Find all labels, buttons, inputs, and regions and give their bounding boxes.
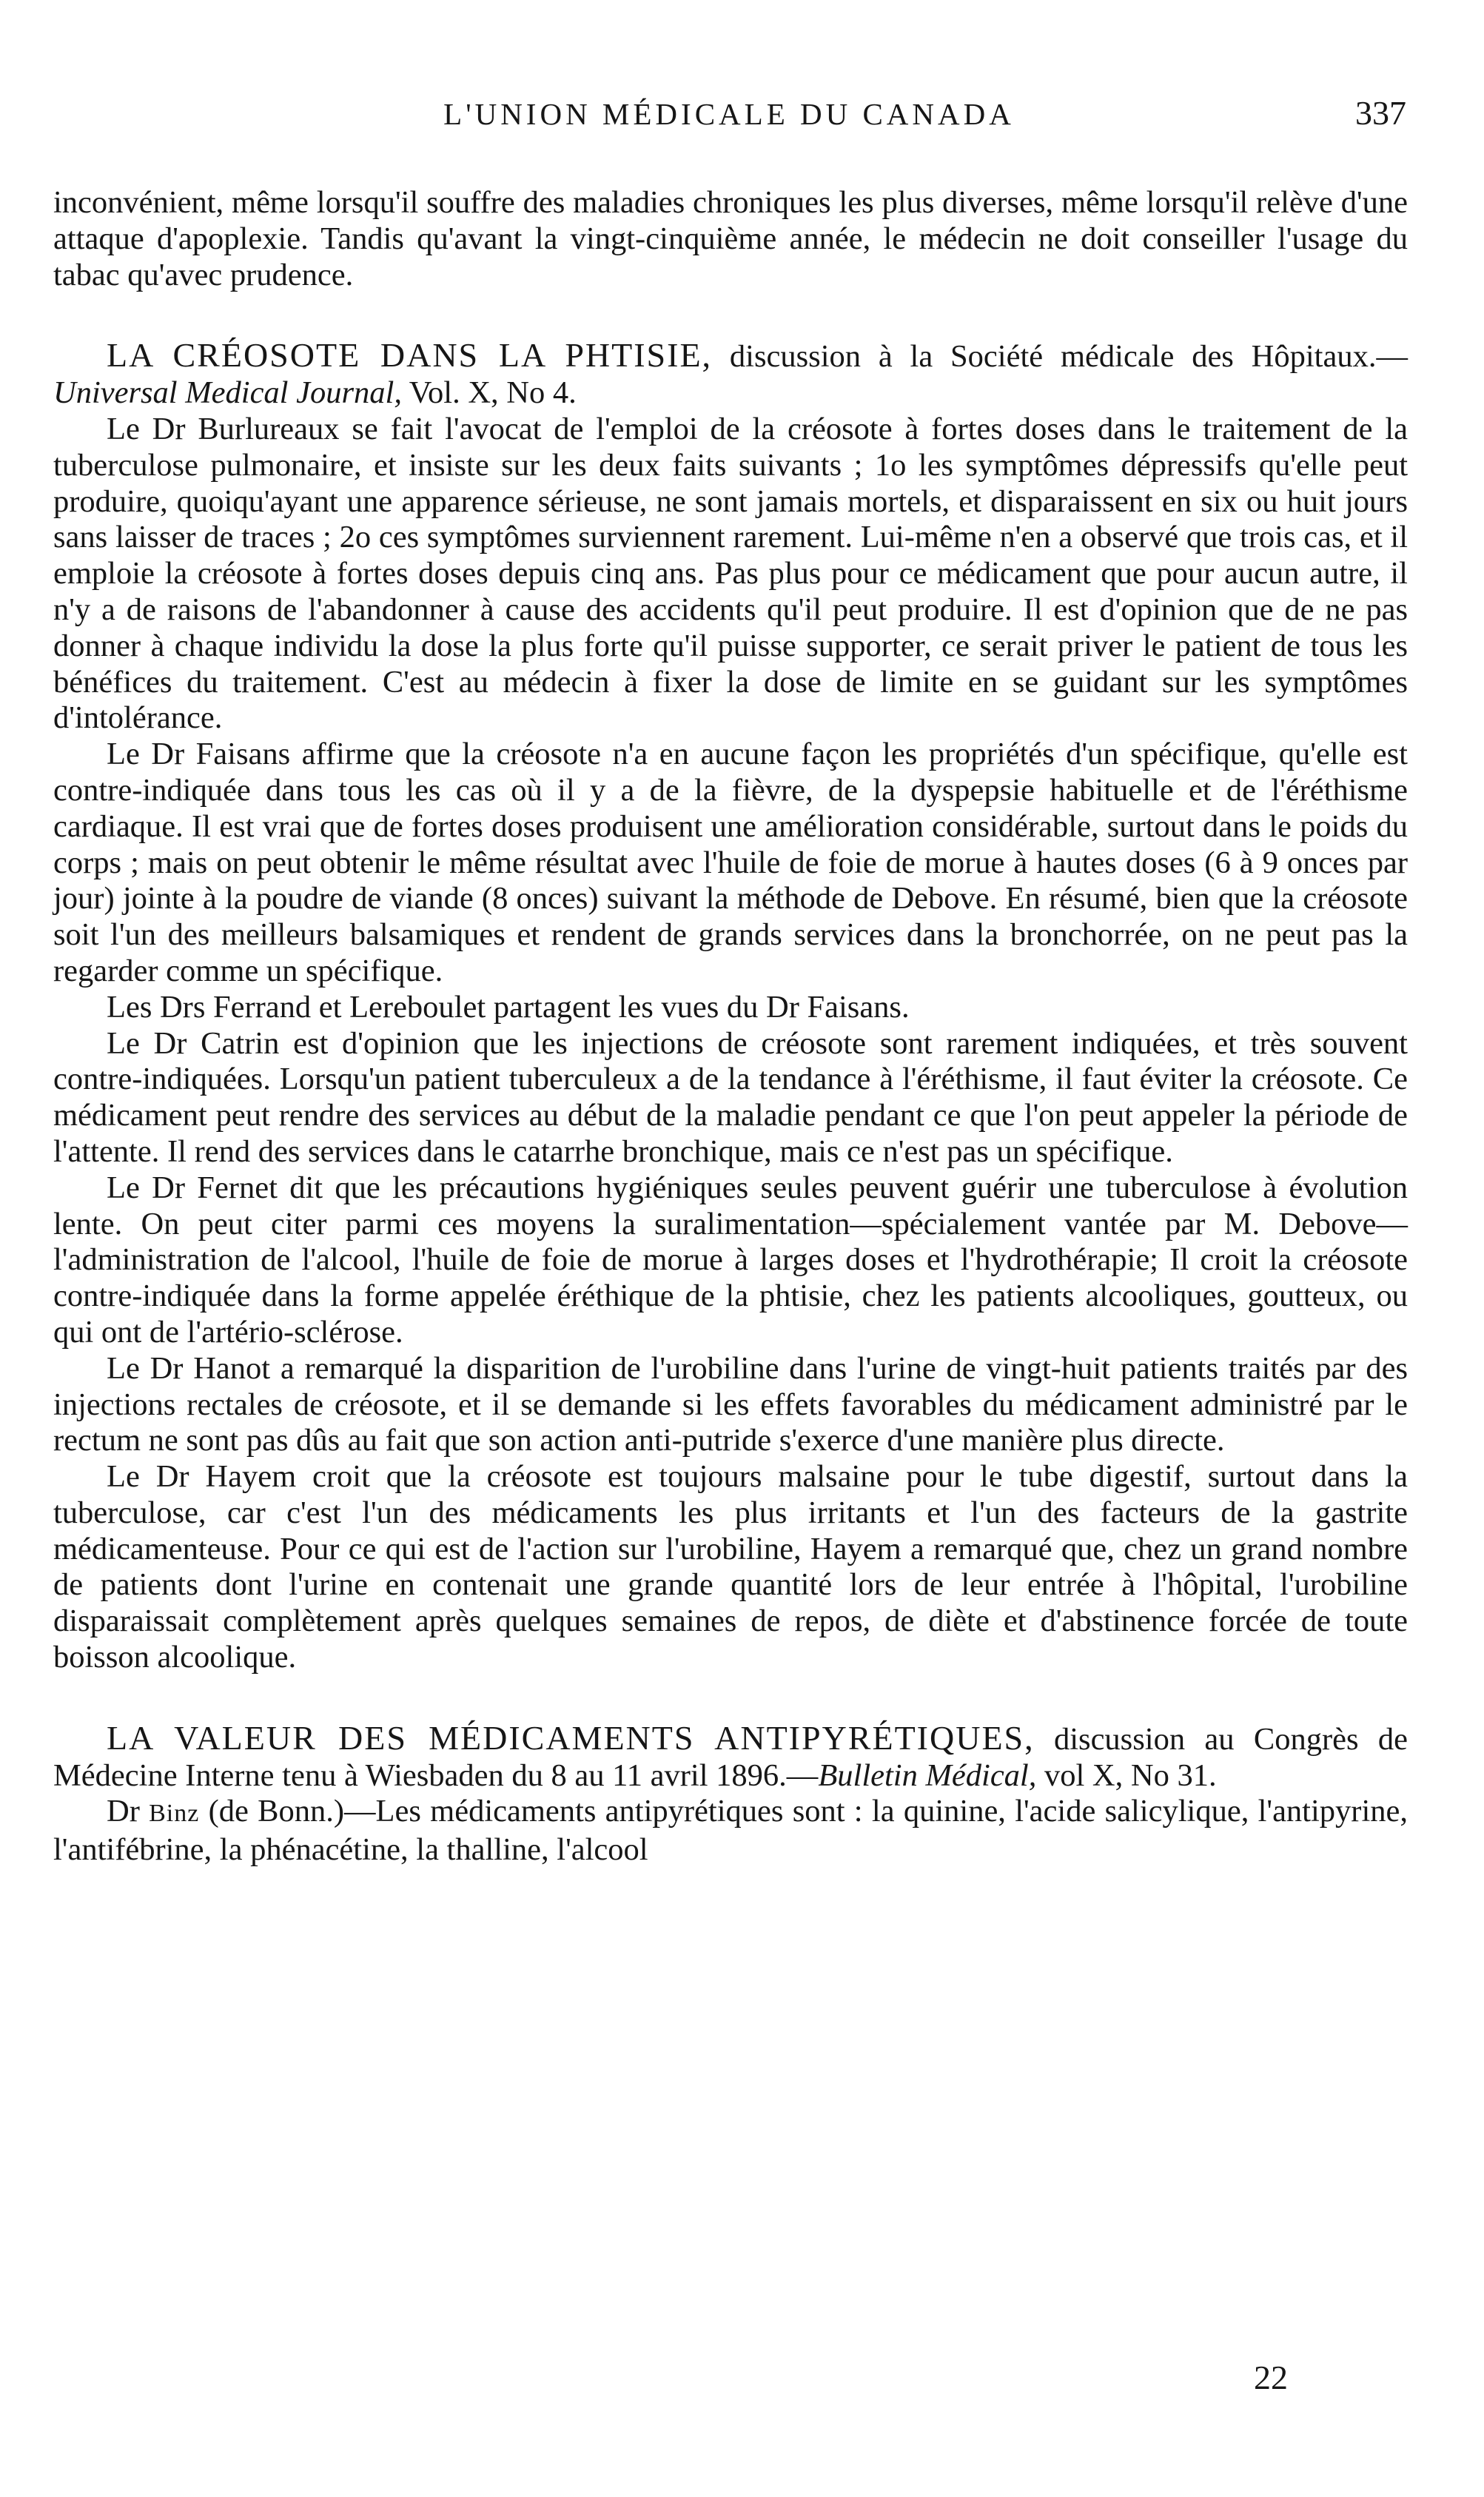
paragraph-hayem: Le Dr Hayem croit que la créosote est toujours malsaine pour le tube digestif, surtout dans la tuberculose, car c'est l'un des médicaments les plus irritants et l'un des facteurs de la gastrite médicamenteuse. Pour ce qui est de l'action sur l'urobiline, Hayem a remarqué que, chez un grand nombre de patients dont l'urine en contenait une grande quantité lors de leur entrée à l'hôpital, l'urobiline disparaissait complètement après quelques semaines de repos, de diète et d'abstinence forcée de toute boisson alcoolique. (53, 1459, 1408, 1675)
paragraph-lead: Dr (107, 1794, 150, 1829)
article-source-ref: vol X, No 31. (1036, 1757, 1217, 1793)
paragraph-text: (de Bonn.)—Les médicaments antipyrétiques sont : la quinine, l'acide salicylique, l'antipyrine, l'antifébrine, la phénacétine, la thalline, l'alcool (53, 1794, 1408, 1868)
article-source: Bulletin Médical, (818, 1757, 1037, 1793)
article-title: LA CRÉOSOTE DANS LA PHTISIE, (107, 336, 713, 375)
article-source: Universal Medical Journal, (53, 375, 402, 411)
paragraph-catrin: Le Dr Catrin est d'opinion que les injections de créosote sont rarement indiquées, et très souvent contre-indiquées. Lorsqu'un patient tuberculeux a de la tendance à l'éréthisme, il faut éviter la créosote. Ce médicament peut rendre des services au début de la maladie pendant ce que l'on peut appeler la période de l'attente. Il rend des services dans le catarrhe bronchique, mais ce n'est pas un spécifique. (53, 1025, 1408, 1169)
paragraph-fernet: Le Dr Fernet dit que les précautions hygiéniques seules peuvent guérir une tuberculose à évolution lente. On peut citer parmi ces moyens la suralimentation—spécialement vantée par M. Debove—l'administration de l'alcool, l'huile de foie de morue à larges doses et l'hydrothérapie; Il croit la créosote contre-indiquée dans la forme appelée éréthique de la phtisie, chez les patients alcooliques, goutteux, ou qui ont de l'artério-sclérose. (53, 1170, 1408, 1350)
paragraph-faisans: Le Dr Faisans affirme que la créosote n'a en aucune façon les propriétés d'un spécifique, qu'elle est contre-indiquée dans tous les cas où il y a de la fièvre, de la dyspepsie habituelle et de l'éréthisme cardiaque. Il est vrai que de fortes doses produisent une amélioration considérable, surtout dans le poids du corps ; mais on peut obtenir le même résultat avec l'huile de foie de morue à hautes doses (6 à 9 onces par jour) jointe à la poudre de viande (8 onces) suivant la méthode de Debove. En résumé, bien que la créosote soit l'un des meilleurs balsamiques et rendent de grands services dans la bronchorrée, on ne peut pas la regarder comme un spécifique. (53, 737, 1408, 988)
page-header (52, 96, 1406, 141)
article-source-ref: Vol. X, No 4. (401, 375, 577, 411)
article-heading-antipyretiques (53, 1720, 1408, 1794)
author-name: Binz (149, 1800, 200, 1828)
paragraph-binz (53, 1794, 1408, 1868)
paragraph-ferrand: Les Drs Ferrand et Lereboulet partagent les vues du Dr Faisans. (107, 989, 910, 1025)
running-head: L'UNION MÉDICALE DU CANADA (443, 97, 1015, 131)
article-intro: discussion à la Société médicale des Hôpitaux.— (712, 339, 1408, 375)
article-title: LA VALEUR DES MÉDICAMENTS ANTIPYRÉTIQUES, (107, 1718, 1035, 1757)
paragraph-burlureaux: Le Dr Burlureaux se fait l'avocat de l'emploi de la créosote à fortes doses dans le traitement de la tuberculose pulmonaire, et insiste sur les deux faits suivants ; 1o les symptômes dépressifs qu'elle peut produire, quoiqu'ayant une apparence sérieuse, ne sont jamais mortels, et disparaissent en six ou huit jours sans laisser de traces ; 2o ces symptômes surviennent rarement. Lui-même n'en a observé que trois cas, et il emploie la créosote à fortes doses depuis cinq ans. Pas plus pour ce médicament que pour aucun autre, il n'y a de raisons de l'abandonner à cause des accidents qu'il peut produire. Il est d'opinion que de ne pas donner à chaque individu la dose la plus forte qu'il puisse supporter, ce serait priver le patient de tous les bénéfices du traitement. C'est au médecin à fixer la dose de limite en se guidant sur les symptômes d'intolérance. (53, 411, 1408, 736)
signature-mark: 22 (1254, 2359, 1288, 2396)
article-intro: discussion au Congrès de Médecine Interne tenu à Wiesbaden du 8 au 11 avril 1896.— (53, 1721, 1408, 1793)
article-body (53, 185, 1408, 1868)
page-number: 337 (1355, 94, 1406, 132)
paragraph-continuation: inconvénient, même lorsqu'il souffre des maladies chroniques les plus diverses, même lorsqu'il relève d'une attaque d'apoplexie. Tandis qu'avant la vingt-cinquième année, le médecin ne doit conseiller l'usage du tabac qu'avec prudence. (53, 185, 1408, 292)
paragraph-hanot: Le Dr Hanot a remarqué la disparition de l'urobiline dans l'urine de vingt-huit patients traités par des injections rectales de créosote, et il se demande si les effets favorables du médicament administré par le rectum ne sont pas dûs au fait que son action anti-putride s'exerce d'une manière plus directe. (53, 1350, 1408, 1458)
article-heading-creosote (53, 338, 1408, 412)
